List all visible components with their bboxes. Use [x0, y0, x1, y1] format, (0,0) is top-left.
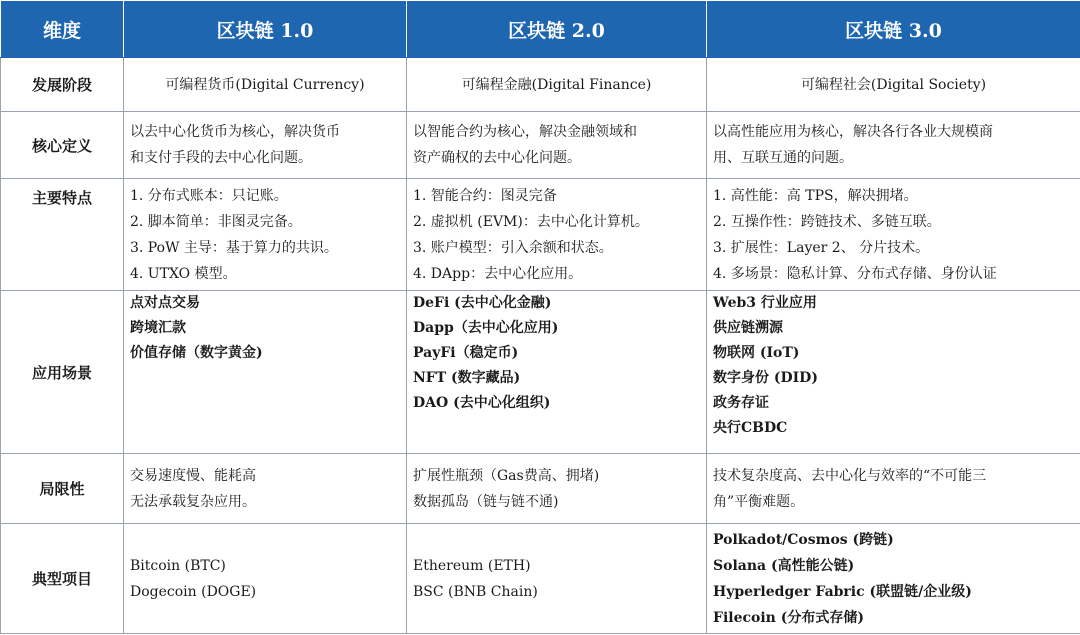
cell-line: NFT (数字藏品)	[413, 370, 521, 386]
cell-line: 4. 多场景：隐私计算、分布式存储、身份认证	[713, 265, 997, 282]
cell-line: 跨境汇款	[130, 320, 186, 336]
table-cell	[407, 291, 707, 454]
table-cell	[707, 524, 1080, 634]
cell-line: 2. 互操作性：跨链技术、多链互联。	[713, 213, 941, 230]
cell-line: 数据孤岛（链与链不通)	[413, 493, 559, 510]
cell-line: 3. 账户模型：引入余额和状态。	[413, 239, 613, 256]
table-cell	[124, 524, 407, 634]
cell-line: DeFi (去中心化金融)	[413, 295, 552, 311]
row-label: 发展阶段	[1, 58, 124, 112]
table-row	[1, 58, 1080, 112]
cell-line: 无法承载复杂应用。	[130, 493, 256, 510]
cell-line: 供应链溯源	[713, 320, 783, 336]
cell-line: 4. DApp：去中心化应用。	[413, 265, 583, 282]
cell-line: 数字身份 (DID)	[713, 370, 818, 386]
cell-line: Hyperledger Fabric (联盟链/企业级)	[713, 583, 972, 600]
table-cell	[707, 291, 1080, 454]
cell-line: 物联网 (IoT)	[713, 345, 800, 361]
header-row	[1, 1, 1080, 58]
table-cell	[407, 454, 707, 524]
cell-line: Dogecoin (DOGE)	[130, 583, 257, 600]
table-row	[1, 454, 1080, 524]
row-label: 核心定义	[1, 112, 124, 179]
cell-line: 扩展性瓶颈（Gas费高、拥堵)	[413, 467, 600, 484]
table-header	[1, 1, 1080, 58]
table-cell	[124, 291, 407, 454]
cell-line: 政务存证	[713, 395, 769, 411]
table-cell	[707, 58, 1080, 112]
cell-line: Polkadot/Cosmos (跨链)	[713, 531, 894, 548]
cell-line: Ethereum (ETH)	[413, 557, 531, 574]
cell-line: Bitcoin (BTC)	[130, 557, 226, 574]
cell-line: 价值存储（数字黄金)	[130, 345, 263, 361]
cell-line: PayFi（稳定币)	[413, 345, 519, 361]
cell-line: 可编程金融(Digital Finance)	[461, 76, 652, 93]
table-cell	[124, 112, 407, 179]
cell-line: 角”平衡难题。	[713, 493, 805, 510]
cell-line: Web3 行业应用	[713, 295, 817, 311]
row-label: 典型项目	[1, 524, 124, 634]
cell-line: 3. PoW 主导：基于算力的共识。	[130, 239, 338, 256]
cell-line: 2. 脚本简单：非图灵完备。	[130, 213, 302, 230]
cell-line: 资产确权的去中心化问题。	[413, 150, 581, 166]
table-row	[1, 112, 1080, 179]
table-cell	[407, 112, 707, 179]
table-cell	[407, 58, 707, 112]
table-cell	[707, 179, 1080, 291]
row-label: 应用场景	[1, 291, 124, 454]
cell-line: Filecoin (分布式存储)	[713, 609, 864, 626]
cell-line: 点对点交易	[130, 295, 200, 311]
cell-line: 和支付手段的去中心化问题。	[130, 150, 312, 166]
header-blockchain-3: 区块链 3.0	[707, 1, 1080, 58]
cell-line: 用、互联互通的问题。	[713, 150, 853, 166]
cell-line: 1. 高性能：高 TPS，解决拥堵。	[713, 187, 918, 204]
cell-line: 可编程货币(Digital Currency)	[165, 76, 365, 93]
header-blockchain-1: 区块链 1.0	[124, 1, 407, 58]
cell-line: 可编程社会(Digital Society)	[800, 76, 987, 93]
table-body	[1, 58, 1080, 634]
cell-line: 1. 智能合约：图灵完备	[413, 187, 557, 204]
cell-line: 交易速度慢、能耗高	[130, 467, 256, 484]
cell-line: 2. 虚拟机 (EVM)：去中心化计算机。	[413, 213, 649, 230]
cell-line: DAO (去中心化组织)	[413, 395, 551, 411]
cell-line: 以智能合约为核心，解决金融领域和	[413, 124, 637, 140]
table-row	[1, 291, 1080, 454]
cell-line: BSC (BNB Chain)	[413, 583, 538, 600]
row-label: 主要特点	[1, 179, 124, 291]
cell-line: 技术复杂度高、去中心化与效率的“不可能三	[713, 467, 987, 484]
row-label: 局限性	[1, 454, 124, 524]
cell-line: 央行CBDC	[713, 420, 788, 436]
table-cell	[124, 179, 407, 291]
cell-line: Dapp（去中心化应用)	[413, 320, 559, 336]
cell-line: Solana (高性能公链)	[713, 557, 855, 574]
cell-line: 4. UTXO 模型。	[130, 265, 237, 282]
cell-line: 1. 分布式账本：只记账。	[130, 187, 288, 204]
table-cell	[124, 58, 407, 112]
table-cell	[707, 454, 1080, 524]
header-dimension: 维度	[1, 1, 124, 58]
table-cell	[707, 112, 1080, 179]
table-cell	[407, 179, 707, 291]
table-row	[1, 524, 1080, 634]
table-cell	[124, 454, 407, 524]
cell-line: 以去中心化货币为核心，解决货币	[130, 124, 340, 140]
cell-line: 3. 扩展性：Layer 2、 分片技术。	[713, 239, 930, 256]
header-blockchain-2: 区块链 2.0	[407, 1, 707, 58]
table-cell	[407, 524, 707, 634]
table-row	[1, 179, 1080, 291]
cell-line: 以高性能应用为核心，解决各行各业大规模商	[713, 124, 993, 140]
